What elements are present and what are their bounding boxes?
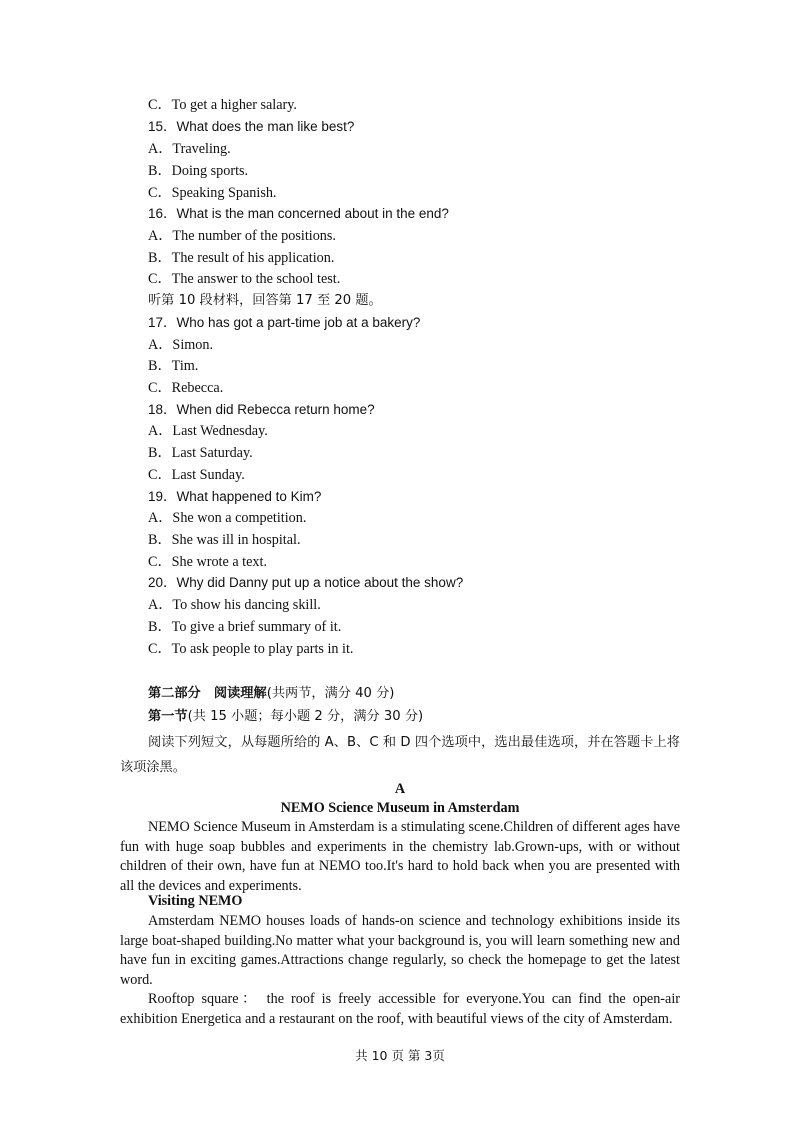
section10-instruction: 听第 10 段材料，回答第 17 至 20 题。: [148, 293, 382, 308]
q16-option-a: A．The number of the positions.: [148, 228, 336, 244]
q16-stem: 16．What is the man concerned about in the end?: [148, 206, 449, 221]
q18-stem: 18．When did Rebecca return home?: [148, 402, 375, 417]
section1-title-rest: (共 15 小题；每小题 2 分，满分 30 分): [187, 709, 424, 724]
part2-title: [148, 684, 394, 704]
passage-title: NEMO Science Museum in Amsterdam: [280, 800, 520, 816]
q14-option-c: C．To get a higher salary.: [148, 97, 297, 113]
q15-option-c: C．Speaking Spanish.: [148, 185, 277, 201]
q20-option-b: B．To give a brief summary of it.: [148, 619, 342, 635]
passage-paragraph-1: NEMO Science Museum in Amsterdam is a stimulating scene.Children of different ages have fun with huge soap bubbles and experiments in the chemistry lab.Grown-ups, with or without children of their own, have fun at NEMO too.It's hard to hold back when you are presented with all the devices and experiments.: [120, 819, 680, 894]
q15-option-a: A．Traveling.: [148, 141, 231, 157]
q20-option-c: C．To ask people to play parts in it.: [148, 641, 354, 657]
part2-title-rest: (共两节，满分 40 分): [266, 686, 395, 701]
q17-stem: 17．Who has got a part-time job at a bakery?: [148, 315, 421, 330]
q19-option-c: C．She wrote a text.: [148, 554, 267, 570]
q17-option-b: B．Tim.: [148, 358, 199, 374]
q20-stem: 20．Why did Danny put up a notice about the show?: [148, 575, 464, 590]
q20-option-a: A．To show his dancing skill.: [148, 597, 321, 613]
q18-option-c: C．Last Sunday.: [148, 467, 245, 483]
q19-option-b: B．She was ill in hospital.: [148, 532, 301, 548]
q18-option-b: B．Last Saturday.: [148, 445, 253, 461]
section1-title: [148, 707, 423, 727]
visiting-nemo-heading: Visiting NEMO: [148, 893, 243, 909]
part2-title-bold: 第二部分 阅读理解: [148, 686, 267, 701]
q19-option-a: A．She won a competition.: [148, 510, 307, 526]
q17-option-a: A．Simon.: [148, 337, 214, 353]
q18-option-a: A．Last Wednesday.: [148, 423, 268, 439]
passage-paragraph-3: Rooftop square： the roof is freely accessible for everyone.You can find the open-air exhibition Energetica and a restaurant on the roof, with beautiful views of the city of Amsterdam.: [120, 991, 680, 1027]
passage-letter: A: [394, 781, 406, 797]
q15-stem: 15．What does the man like best?: [148, 119, 355, 134]
section1-title-bold: 第一节: [148, 709, 188, 724]
q19-stem: 19．What happened to Kim?: [148, 489, 322, 504]
reading-instruction: 阅读下列短文，从每题所给的 A、B、C 和 D 四个选项中，选出最佳选项，并在答题卡上将该项涂黑。: [120, 735, 680, 775]
q17-option-c: C．Rebecca.: [148, 380, 224, 396]
q16-option-c: C．The answer to the school test.: [148, 271, 341, 287]
q15-option-b: B．Doing sports.: [148, 163, 249, 179]
page-footer: 共 10 页 第 3页: [355, 1048, 445, 1063]
q16-option-b: B．The result of his application.: [148, 250, 335, 266]
passage-paragraph-2: Amsterdam NEMO houses loads of hands-on science and technology exhibitions inside its large boat-shaped building.No matter what your background is, you will learn something new and have fun in exciting games.Attractions change regularly, so check the homepage to get the latest word.: [120, 913, 680, 988]
